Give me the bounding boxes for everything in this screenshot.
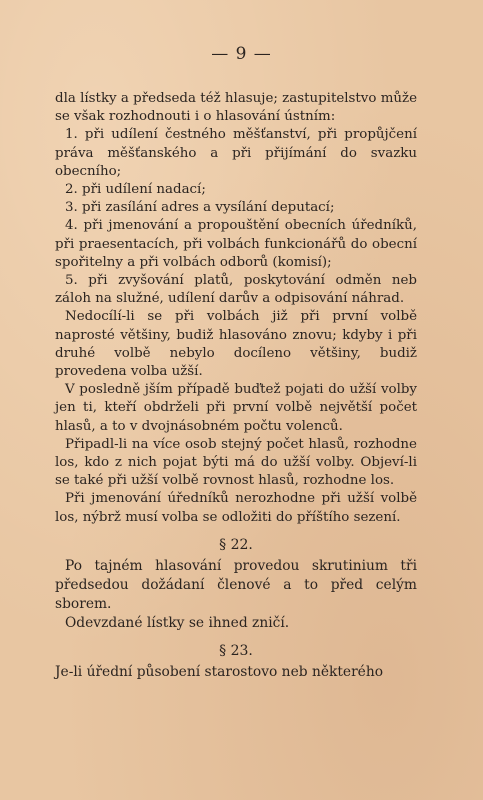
paragraph: Připadl-li na více osob stejný počet hlasů, rozhodne los, kdo z nich pojat býti má do užší volby. Objeví-li se také při užší volbě rovnost hlasů, rozhodne los. [55,436,417,489]
paragraph: dla lístky a předseda též hlasuje; zastupitelstvo může se však rozhodnouti i o hlasování ústním: [55,91,417,125]
list-item: 3. při zasílání adres a vysílání deputací; [65,200,335,216]
paragraph: Odevzdané lístky se ihned zničí. [65,615,290,632]
section-heading: § 23. [219,643,253,660]
page-text [55,90,417,682]
list-item: 4. při jmenování a propouštění obecních úředníků, při praesentacích, při volbách funkcionářů do obecní spořitelny a při volbách odborů (komisí); [55,218,417,270]
section-heading: § 22. [219,536,253,553]
paragraph: V posledně jším případě buďtež pojati do užší volby jen ti, kteří obdrželi při první volbě největší počet hlasů, a to v dvojnásobném počtu volenců. [55,382,417,434]
list-item: 5. při zvyšování platů, poskytování odměn neb záloh na služné, udílení darův a odpisování náhrad. [55,273,417,307]
page-number: — 9 — [211,44,272,64]
paragraph: Při jmenování úředníků nerozhodne při užší volbě los, nýbrž musí volba se odložiti do příštího sezení. [55,491,417,525]
paragraph: Po tajném hlasování provedou skrutinium tři předsedou dožádaní členové a to před celým sborem. [55,558,417,613]
list-item: 1. při udílení čestného měšťanství, při propůjčení práva měšťanského a při přijímání do svazku obecního; [55,127,417,179]
paragraph: Je-li úřední působení starostovo neb některého [55,664,384,681]
list-item: 2. při udílení nadací; [65,182,206,198]
paragraph: Nedocílí-li se při volbách již při první volbě naprosté většiny, budiž hlasováno znovu; kdyby i při druhé volbě nebylo docíleno většiny, budiž provedena volba užší. [55,309,417,380]
